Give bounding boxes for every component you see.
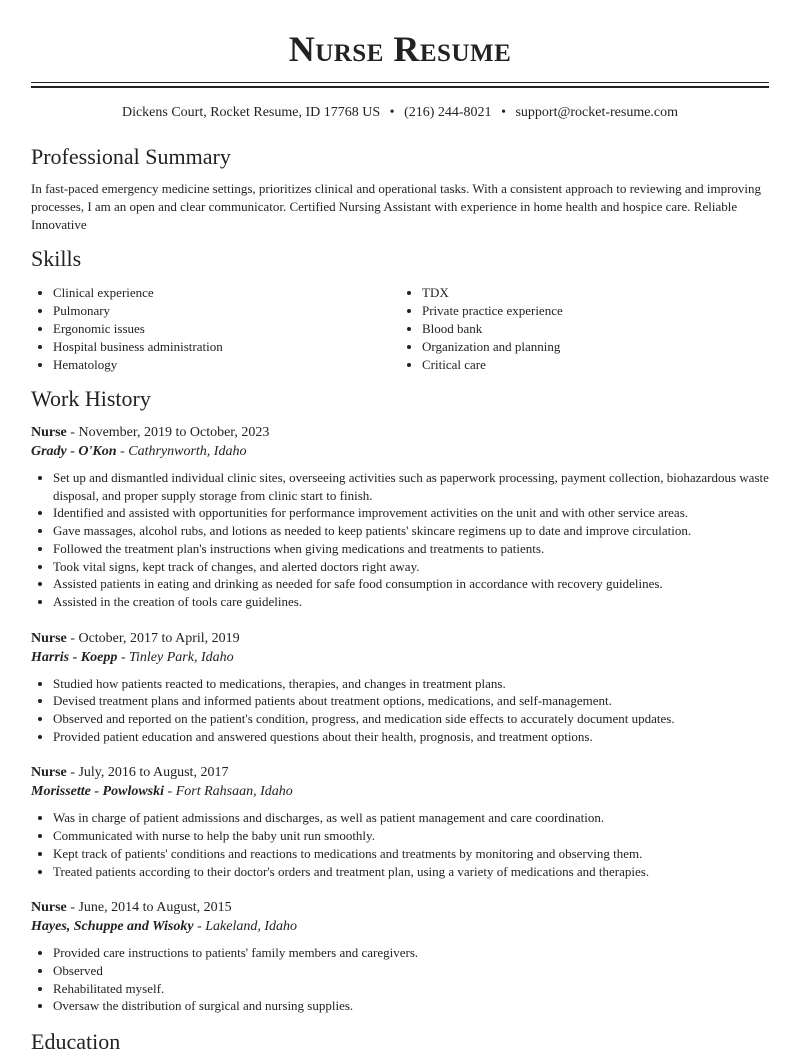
- skill-item: • TDX: [422, 284, 769, 302]
- work-section: [31, 384, 769, 1015]
- job-title: Nurse: [31, 630, 67, 646]
- duty-item: • Studied how patients reacted to medications, therapies, and changes in treatment plans.: [53, 675, 769, 693]
- job-title: Nurse: [31, 425, 67, 440]
- duty-item: • Provided care instructions to patients' family members and caregivers.: [53, 944, 769, 962]
- duty-item: • Devised treatment plans and informed patients about treatment options, medications, and self-management.: [53, 692, 769, 710]
- job-title: Nurse: [31, 900, 67, 916]
- job-employer-line: Harris - Koepp - Tinley Park, Idaho: [31, 649, 234, 665]
- contact-line: [0, 105, 800, 121]
- job-entry: [31, 763, 769, 880]
- skill-item: • Private practice experience: [422, 302, 769, 320]
- job-employer: Harris - Koepp: [31, 649, 118, 665]
- job-employer: Grady - O'Kon: [31, 444, 117, 459]
- education-heading: Education: [31, 1029, 121, 1055]
- skill-item: • Pulmonary: [53, 302, 400, 320]
- contact-phone: (216) 244-8021: [404, 105, 492, 120]
- header-rule-thick: [31, 86, 769, 88]
- job-header: Nurse - July, 2016 to August, 2017: [31, 765, 229, 781]
- duty-item: • Observed and reported on the patient's condition, progress, and medication side effects to accurately document updates.: [53, 710, 769, 728]
- duty-item: • Treated patients according to their doctor's orders and treatment plan, using a variety of medications and therapies.: [53, 863, 769, 881]
- duty-item: • Set up and dismantled individual clinic sites, overseeing activities such as paperwork processing, payment collection, biohazardous waste disposal, and proper supply storage from clinic start to finish.: [53, 469, 769, 504]
- duty-item: • Assisted patients in eating and drinking as needed for safe food consumption in accordance with recovery guidelines.: [53, 575, 769, 593]
- skills-columns: [31, 284, 769, 374]
- job-entry: [31, 898, 769, 1015]
- job-dates: July, 2016 to August, 2017: [78, 765, 229, 781]
- job-location: Lakeland, Idaho: [205, 919, 298, 935]
- skill-item: • Ergonomic issues: [53, 320, 400, 338]
- job-dates: October, 2017 to April, 2019: [78, 630, 240, 646]
- job-dates: November, 2019 to October, 2023: [78, 425, 270, 440]
- job-header: Nurse - November, 2019 to October, 2023: [31, 425, 270, 440]
- duty-item: • Rehabilitated myself.: [53, 980, 769, 998]
- job-header: Nurse - October, 2017 to April, 2019: [31, 630, 240, 646]
- job-location: Fort Rahsaan, Idaho: [175, 784, 293, 800]
- job-employer-line: Grady - O'Kon - Cathrynworth, Idaho: [31, 444, 247, 459]
- job-duties: [31, 809, 769, 880]
- job-duties: [31, 675, 769, 746]
- job-employer: Hayes, Schuppe and Wisoky: [31, 919, 194, 935]
- job-dates: June, 2014 to August, 2015: [78, 900, 232, 916]
- job-title: Nurse: [31, 765, 67, 781]
- resume-content: [31, 142, 769, 1057]
- duty-item: • Provided patient education and answered questions about their health, prognosis, and treatment options.: [53, 728, 769, 746]
- summary-heading: Professional Summary: [31, 144, 231, 169]
- skill-item: • Hematology: [53, 356, 400, 374]
- skill-item: • Organization and planning: [422, 338, 769, 356]
- skill-item: • Hospital business administration: [53, 338, 400, 356]
- header-rule-thin: [31, 82, 769, 83]
- job-location: Cathrynworth, Idaho: [128, 444, 247, 459]
- job-employer-line: Morissette - Powlowski - Fort Rahsaan, Idaho: [31, 784, 293, 800]
- job-employer: Morissette - Powlowski: [31, 784, 165, 800]
- duty-item: • Gave massages, alcohol rubs, and lotions as needed to keep patients' skincare regimens up to date and improve circulation.: [53, 522, 769, 540]
- duty-item: • Oversaw the distribution of surgical and nursing supplies.: [53, 997, 769, 1015]
- work-heading: Work History: [31, 386, 151, 411]
- duty-item: • Observed: [53, 962, 769, 980]
- job-duties: [31, 469, 769, 611]
- skill-item: • Blood bank: [422, 320, 769, 338]
- summary-section: [31, 142, 769, 234]
- job-duties: [31, 944, 769, 1015]
- skills-heading: Skills: [31, 246, 82, 271]
- skill-item: • Clinical experience: [53, 284, 400, 302]
- contact-email: support@rocket-resume.com: [515, 105, 679, 120]
- summary-text: In fast-paced emergency medicine settings, prioritizes clinical and operational tasks. With a consistent approach to reviewing and improving processes, I am an open and clear communicator. Certified Nursing Assistant with experience in home health and hospice care. Reliable Innovative: [31, 181, 762, 232]
- job-location: Tinley Park, Idaho: [129, 649, 234, 665]
- resume-title: Nurse Resume: [288, 29, 512, 69]
- duty-item: • Was in charge of patient admissions and discharges, as well as patient management and care coordination.: [53, 809, 769, 827]
- education-section: [31, 1027, 769, 1057]
- duty-item: • Communicated with nurse to help the baby unit run smoothly.: [53, 827, 769, 845]
- job-header: Nurse - June, 2014 to August, 2015: [31, 900, 232, 916]
- duty-item: • Assisted in the creation of tools care guidelines.: [53, 593, 769, 611]
- skills-left-list: [31, 284, 400, 374]
- duty-item: • Followed the treatment plan's instructions when giving medications and treatments to patients.: [53, 540, 769, 558]
- contact-address: Dickens Court, Rocket Resume, ID 17768 US: [121, 105, 381, 120]
- skill-item: • Critical care: [422, 356, 769, 374]
- duty-item: • Identified and assisted with opportunities for performance improvement activities on the unit and with other service areas.: [53, 504, 769, 522]
- duty-item: • Took vital signs, kept track of changes, and alerted doctors right away.: [53, 558, 769, 576]
- duty-item: • Kept track of patients' conditions and reactions to medications and treatments by monitoring and observing them.: [53, 845, 769, 863]
- contact-separator: •: [501, 105, 506, 120]
- job-employer-line: Hayes, Schuppe and Wisoky - Lakeland, Idaho: [31, 919, 298, 935]
- skills-section: [31, 244, 769, 374]
- skills-right-list: [400, 284, 769, 374]
- job-entry: [31, 629, 769, 746]
- contact-separator: •: [389, 105, 395, 120]
- job-entry: [31, 423, 769, 611]
